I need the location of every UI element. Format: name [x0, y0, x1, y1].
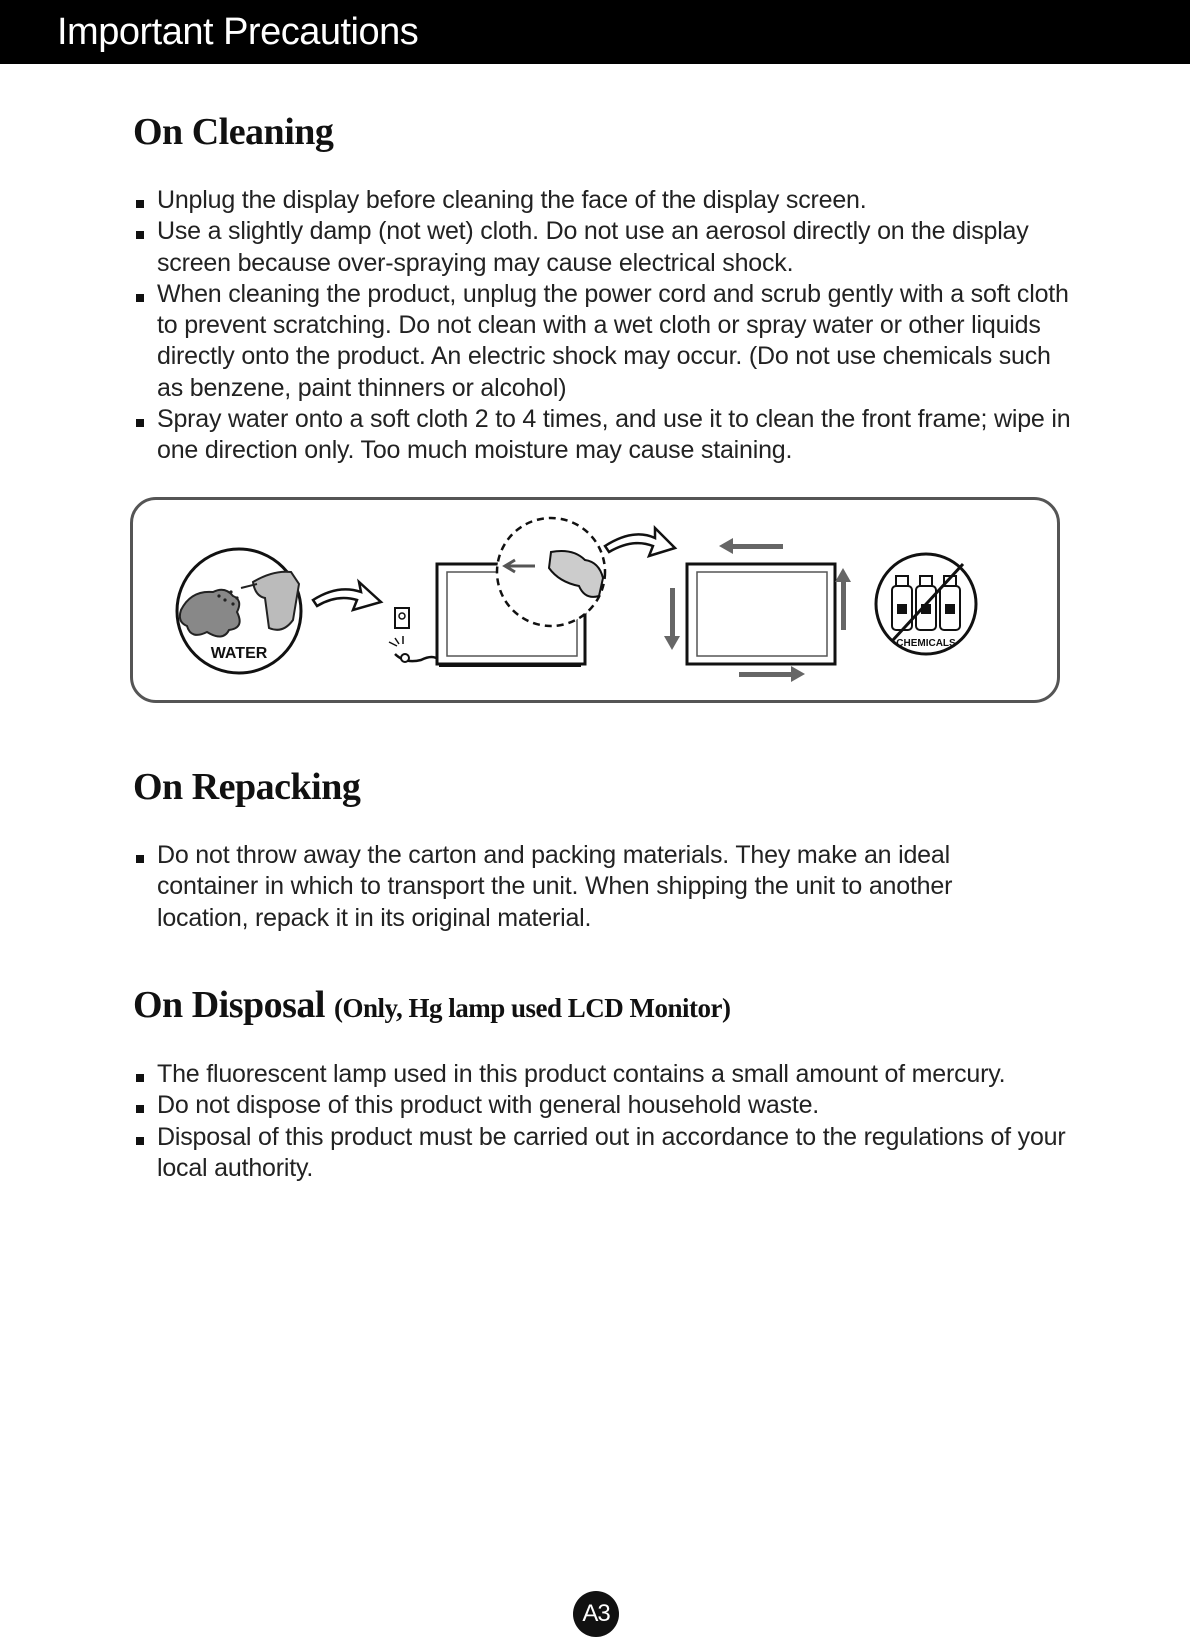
list-item: Do not throw away the carton and packing materials. They make an ideal container in which to transport the unit. When shipping the unit to another location, repack it in its original material. [133, 840, 1033, 934]
list-item: Do not dispose of this product with general household waste. [133, 1090, 1073, 1121]
list-item: Spray water onto a soft cloth 2 to 4 times, and use it to clean the front frame; wipe in one direction only. Too much moisture may cause staining. [133, 404, 1073, 467]
cleaning-illustration-svg [133, 500, 1057, 700]
list-item: When cleaning the product, unplug the power cord and scrub gently with a soft cloth to prevent scratching. Do not clean with a wet cloth or spray water or other liquids directly onto the product. An electric shock may occur. (Do not use chemicals such as benzene, paint thinners or alcohol) [133, 279, 1073, 404]
list-item: Unplug the display before cleaning the face of the display screen. [133, 185, 1073, 216]
cleaning-illustration [130, 497, 1060, 703]
repacking-title: On Repacking [133, 766, 361, 808]
water-label: WATER [210, 645, 268, 662]
repacking-list [133, 840, 1033, 934]
disposal-title [133, 983, 731, 1027]
cleaning-title: On Cleaning [133, 111, 334, 153]
list-item: Use a slightly damp (not wet) cloth. Do not use an aerosol directly on the display screen because over-spraying may cause electrical shock. [133, 216, 1073, 279]
list-item: The fluorescent lamp used in this product contains a small amount of mercury. [133, 1059, 1073, 1090]
chemicals-label: CHEMICALS [896, 638, 956, 649]
cloth-wipe-icon [497, 518, 605, 626]
page-title: Important Precautions [57, 11, 419, 53]
arrow-right-icon [605, 528, 675, 556]
arrow-right-icon [313, 582, 381, 610]
header-bar [0, 0, 1190, 64]
monitor-icon [687, 564, 835, 664]
disposal-list [133, 1059, 1073, 1184]
cleaning-list [133, 185, 1073, 467]
list-item: Disposal of this product must be carried out in accordance to the regulations of your local authority. [133, 1122, 1073, 1185]
power-outlet-icon [389, 608, 439, 662]
page-number: A3 [573, 1591, 619, 1637]
disposal-subtitle: (Only, Hg lamp used LCD Monitor) [333, 993, 731, 1023]
disposal-title-main: On Disposal [133, 984, 325, 1026]
